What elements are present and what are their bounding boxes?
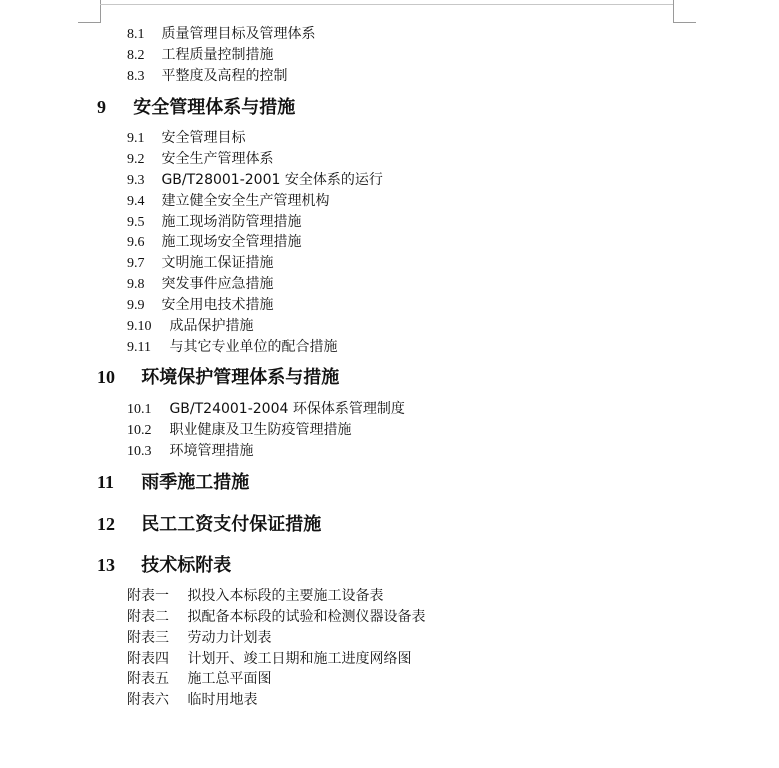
toc-entry-number: 9.11: [127, 340, 151, 355]
toc-entry-number: 9.3: [127, 173, 145, 188]
toc-appendix-6[interactable]: [127, 691, 257, 709]
toc-entry-10-3[interactable]: [127, 442, 253, 461]
toc-chapter-title: 环境保护管理体系与措施: [141, 367, 340, 388]
toc-entry-title: 职业健康及卫生防疫管理措施: [169, 422, 352, 438]
page-corner-mark-right: [673, 0, 696, 23]
toc-appendix-2[interactable]: [127, 608, 425, 626]
toc-appendix-number: 附表四: [127, 651, 169, 667]
toc-entry-title: 与其它专业单位的配合措施: [169, 339, 338, 355]
toc-entry-number: 10.2: [127, 423, 152, 438]
toc-entry-number: 8.3: [127, 69, 145, 84]
toc-appendix-title: 劳动力计划表: [187, 630, 272, 646]
toc-entry-9-8[interactable]: [127, 275, 273, 294]
toc-entry-number: 9.1: [127, 131, 145, 146]
toc-entry-9-1[interactable]: [127, 129, 245, 148]
toc-chapter-9[interactable]: [97, 95, 295, 120]
toc-chapter-title: 民工工资支付保证措施: [141, 514, 322, 535]
toc-chapter-title: 安全管理体系与措施: [133, 97, 296, 118]
toc-entry-10-2[interactable]: [127, 421, 351, 440]
toc-entry-number: 8.2: [127, 48, 145, 63]
toc-entry-8-2[interactable]: [127, 46, 273, 65]
toc-entry-number: 10.3: [127, 444, 152, 459]
toc-appendix-number: 附表六: [127, 692, 169, 708]
toc-chapter-title: 雨季施工措施: [141, 472, 250, 493]
toc-entry-number: 9.5: [127, 215, 145, 230]
toc-entry-9-7[interactable]: [127, 254, 273, 273]
toc-chapter-title: 技术标附表: [141, 555, 232, 576]
toc-entry-number: 9.2: [127, 152, 145, 167]
toc-entry-number: 9.6: [127, 235, 145, 250]
toc-appendix-title: 施工总平面图: [187, 671, 272, 687]
toc-chapter-number: 9: [97, 97, 106, 117]
toc-entry-9-4[interactable]: [127, 192, 329, 211]
toc-entry-title: 成品保护措施: [169, 318, 254, 334]
toc-appendix-1[interactable]: [127, 587, 383, 605]
toc-chapter-13[interactable]: [97, 553, 231, 578]
toc-entry-number: 9.9: [127, 298, 145, 313]
toc-entry-title: GB/T24001-2004 环保体系管理制度: [169, 401, 405, 417]
toc-entry-title: 安全生产管理体系: [161, 151, 274, 167]
toc-entry-number: 9.10: [127, 319, 152, 334]
toc-appendix-number: 附表二: [127, 609, 169, 625]
toc-entry-8-3[interactable]: [127, 67, 287, 86]
toc-entry-number: 10.1: [127, 402, 152, 417]
toc-appendix-number: 附表三: [127, 630, 169, 646]
toc-entry-title: 质量管理目标及管理体系: [161, 26, 316, 42]
page-corner-mark-left: [78, 0, 101, 23]
toc-entry-title: 平整度及高程的控制: [161, 68, 288, 84]
page-top-edge: [100, 4, 673, 5]
toc-entry-9-6[interactable]: [127, 233, 301, 252]
toc-appendix-title: 拟配备本标段的试验和检测仪器设备表: [187, 609, 426, 625]
toc-entry-number: 9.8: [127, 277, 145, 292]
toc-entry-title: 安全管理目标: [161, 130, 246, 146]
toc-entry-number: 9.4: [127, 194, 145, 209]
toc-entry-title: 工程质量控制措施: [161, 47, 274, 63]
toc-entry-8-1[interactable]: [127, 25, 315, 44]
toc-appendix-title: 拟投入本标段的主要施工设备表: [187, 588, 384, 604]
toc-entry-title: GB/T28001-2001 安全体系的运行: [161, 172, 383, 188]
toc-entry-9-9[interactable]: [127, 296, 273, 315]
toc-entry-9-3[interactable]: [127, 171, 383, 190]
toc-appendix-number: 附表五: [127, 671, 169, 687]
toc-appendix-4[interactable]: [127, 650, 411, 668]
toc-chapter-10[interactable]: [97, 365, 339, 390]
toc-entry-title: 文明施工保证措施: [161, 255, 274, 271]
toc-chapter-number: 13: [97, 555, 115, 575]
toc-appendix-5[interactable]: [127, 670, 271, 688]
toc-entry-title: 突发事件应急措施: [161, 276, 274, 292]
toc-chapter-12[interactable]: [97, 512, 321, 537]
toc-entry-number: 8.1: [127, 27, 145, 42]
toc-chapter-number: 12: [97, 514, 115, 534]
toc-entry-title: 建立健全安全生产管理机构: [161, 193, 330, 209]
toc-entry-title: 安全用电技术措施: [161, 297, 274, 313]
toc-appendix-title: 计划开、竣工日期和施工进度网络图: [187, 651, 412, 667]
toc-appendix-title: 临时用地表: [187, 692, 258, 708]
toc-entry-9-5[interactable]: [127, 213, 301, 232]
toc-entry-title: 施工现场安全管理措施: [161, 234, 302, 250]
toc-entry-9-2[interactable]: [127, 150, 273, 169]
toc-entry-9-11[interactable]: [127, 338, 337, 357]
toc-chapter-11[interactable]: [97, 470, 249, 495]
toc-entry-9-10[interactable]: [127, 317, 253, 336]
toc-chapter-number: 10: [97, 367, 115, 387]
toc-entry-title: 环境管理措施: [169, 443, 254, 459]
toc-chapter-number: 11: [97, 472, 115, 492]
toc-entry-title: 施工现场消防管理措施: [161, 214, 302, 230]
toc-entry-number: 9.7: [127, 256, 145, 271]
toc-appendix-3[interactable]: [127, 629, 271, 647]
toc-entry-10-1[interactable]: [127, 400, 405, 419]
toc-appendix-number: 附表一: [127, 588, 169, 604]
